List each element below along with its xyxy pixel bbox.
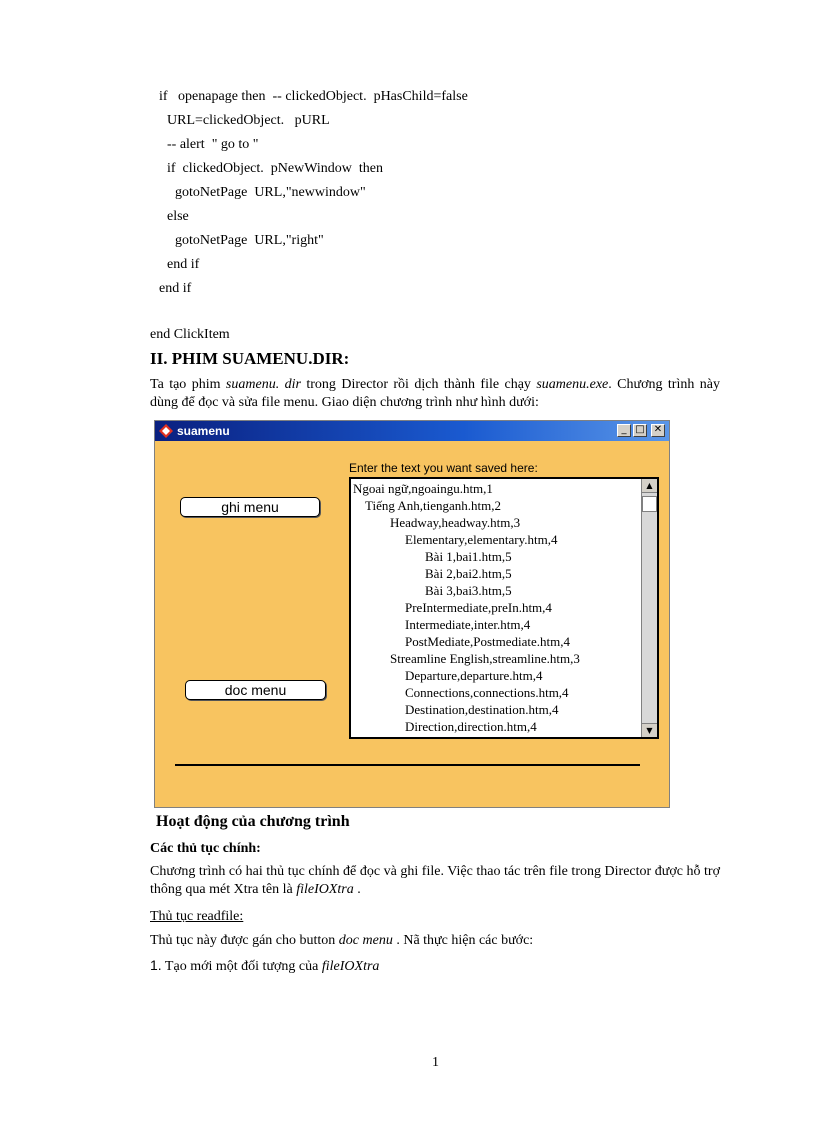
code-line: if openapage then -- clickedObject. pHasChild=false: [159, 89, 468, 104]
code-line: gotoNetPage URL,"newwindow": [175, 185, 366, 200]
xtra-name: fileIOXtra: [296, 882, 354, 897]
code-line: -- alert " go to ": [167, 137, 259, 152]
window-title: suamenu: [177, 424, 230, 438]
text-line: Direction,direction.htm,4: [405, 719, 537, 734]
suamenu-window: [154, 420, 670, 808]
text-line: Streamline English,streamline.htm,3: [390, 651, 580, 666]
minimize-button[interactable]: _: [617, 424, 631, 437]
intro-text: . Chương trình này dùng để đọc và sửa file menu. Giao diện chương trình như hình dưới:: [150, 377, 720, 410]
para-text: Thủ tục này được gán cho button: [150, 933, 339, 948]
app-icon: [159, 424, 173, 438]
step-number: 1.: [150, 957, 162, 973]
intro-text: Ta tạo phim: [150, 377, 226, 392]
menu-text-area[interactable]: [349, 477, 659, 739]
readfile-title: Thủ tục readfile:: [150, 909, 244, 924]
doc-menu-button[interactable]: doc menu: [185, 680, 326, 700]
text-line: Tiếng Anh,tienganh.htm,2: [365, 498, 502, 513]
text-line: Connections,connections.htm,4: [405, 685, 569, 700]
text-line: Elementary,elementary.htm,4: [405, 532, 558, 547]
vertical-scrollbar[interactable]: [641, 479, 657, 737]
field-label: Enter the text you want saved here:: [349, 461, 538, 475]
close-button[interactable]: ✕: [651, 424, 665, 437]
intro-filename-dir: suamenu. dir: [225, 377, 301, 392]
para-text: Chương trình có hai thủ tục chính để đọc và ghi file. Việc thao tác trên file trong Director được hỗ trợ thông qua mét Xtra tên là: [150, 864, 720, 897]
xtra-name: fileIOXtra: [321, 959, 380, 974]
figure-caption: Hoạt động của chương trình: [156, 813, 350, 830]
para-text: . Nã thực hiện các bước:: [392, 933, 534, 948]
code-line: end ClickItem: [150, 327, 230, 342]
scroll-down-icon[interactable]: ▼: [642, 723, 657, 737]
code-line: end if: [159, 281, 192, 296]
ghi-menu-button[interactable]: ghi menu: [180, 497, 320, 517]
page-number: 1: [432, 1055, 439, 1070]
code-line: URL=clickedObject. pURL: [167, 113, 330, 128]
text-line: Headway,headway.htm,3: [390, 515, 521, 530]
readfile-paragraph: [150, 932, 533, 950]
procedures-paragraph: [150, 863, 720, 899]
step-text: Tạo mới một đối tượng của: [161, 959, 322, 974]
section-heading: II. PHIM SUAMENU.DIR:: [150, 349, 350, 368]
button-name: doc menu: [338, 933, 393, 948]
divider-line: [175, 764, 640, 766]
text-line: PostMediate,Postmediate.htm,4: [405, 634, 571, 649]
text-line: Destination,destination.htm,4: [405, 702, 559, 717]
text-line: Bài 2,bai2.htm,5: [425, 566, 512, 581]
title-bar[interactable]: [155, 421, 669, 441]
code-line: if clickedObject. pNewWindow then: [167, 161, 383, 176]
text-line: PreIntermediate,preIn.htm,4: [405, 600, 552, 615]
intro-filename-exe: suamenu.exe: [536, 377, 609, 392]
step-1: [150, 956, 379, 976]
intro-text: trong Director rồi dịch thành file chạy: [300, 377, 537, 392]
scroll-up-icon[interactable]: ▲: [642, 479, 657, 493]
para-text: .: [353, 882, 361, 897]
intro-paragraph: [150, 376, 720, 412]
text-line: Intermediate,inter.htm,4: [405, 617, 531, 632]
maximize-button[interactable]: □: [633, 424, 647, 437]
text-line: Ngoai ngữ,ngoaingu.htm,1: [353, 481, 493, 496]
code-line: gotoNetPage URL,"right": [175, 233, 324, 248]
code-line: end if: [167, 257, 200, 272]
subheading: Các thủ tục chính:: [150, 841, 261, 856]
text-line: Bài 3,bai3.htm,5: [425, 583, 512, 598]
code-line: else: [167, 209, 189, 224]
scroll-thumb[interactable]: [642, 496, 657, 512]
text-line: Bài 1,bai1.htm,5: [425, 549, 512, 564]
text-line: Departure,departure.htm,4: [405, 668, 543, 683]
